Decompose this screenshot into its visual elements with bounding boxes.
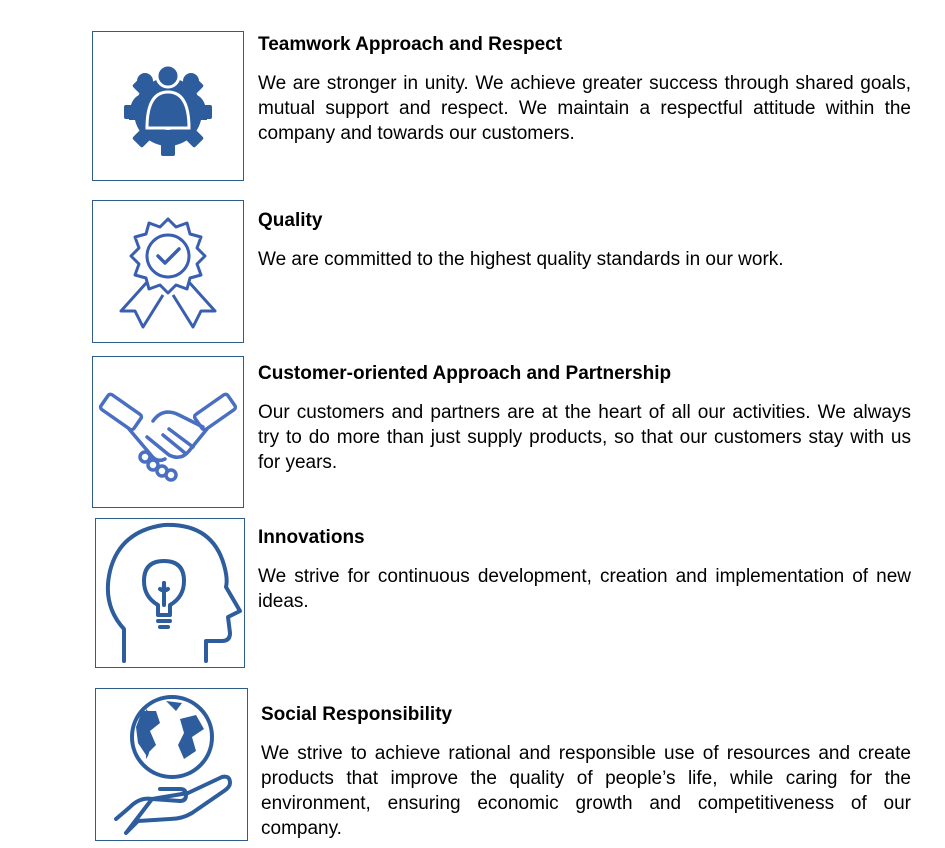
customer-title: Customer-oriented Approach and Partnership bbox=[258, 363, 672, 384]
innovations-title: Innovations bbox=[258, 527, 365, 548]
globe-in-hand-icon bbox=[96, 689, 247, 840]
quality-badge-icon bbox=[93, 201, 243, 342]
customer-icon-box bbox=[92, 356, 244, 508]
social-description: We strive to achieve rational and responsible use of resources and create products that improve the quality of people’s life, while caring for the environment, ensuring economic growth and competitiveness of our company. bbox=[261, 743, 911, 839]
teamwork-title: Teamwork Approach and Respect bbox=[258, 34, 563, 55]
handshake-icon bbox=[93, 357, 243, 507]
quality-text bbox=[258, 209, 911, 272]
teamwork-description: We are stronger in unity. We achieve greater success through shared goals, mutual support and respect. We maintain a respectful attitude within the company and towards our customers. bbox=[258, 73, 911, 144]
quality-title: Quality bbox=[258, 210, 323, 231]
social-icon-box bbox=[95, 688, 248, 841]
head-lightbulb-icon bbox=[96, 519, 244, 667]
quality-description: We are committed to the highest quality standards in our work. bbox=[258, 249, 784, 270]
teamwork-icon-box bbox=[92, 31, 244, 181]
teamwork-gear-icon bbox=[93, 32, 243, 180]
innovations-icon-box bbox=[95, 518, 245, 668]
quality-icon-box bbox=[92, 200, 244, 343]
social-text bbox=[261, 703, 914, 841]
innovations-description: We strive for continuous development, creation and implementation of new ideas. bbox=[258, 566, 911, 612]
customer-description: Our customers and partners are at the heart of all our activities. We always try to do more than just supply products, so that our customers stay with us for years. bbox=[258, 402, 911, 473]
innovations-text bbox=[258, 526, 911, 614]
teamwork-text bbox=[258, 33, 911, 146]
customer-text bbox=[258, 362, 911, 475]
social-title: Social Responsibility bbox=[261, 704, 453, 725]
